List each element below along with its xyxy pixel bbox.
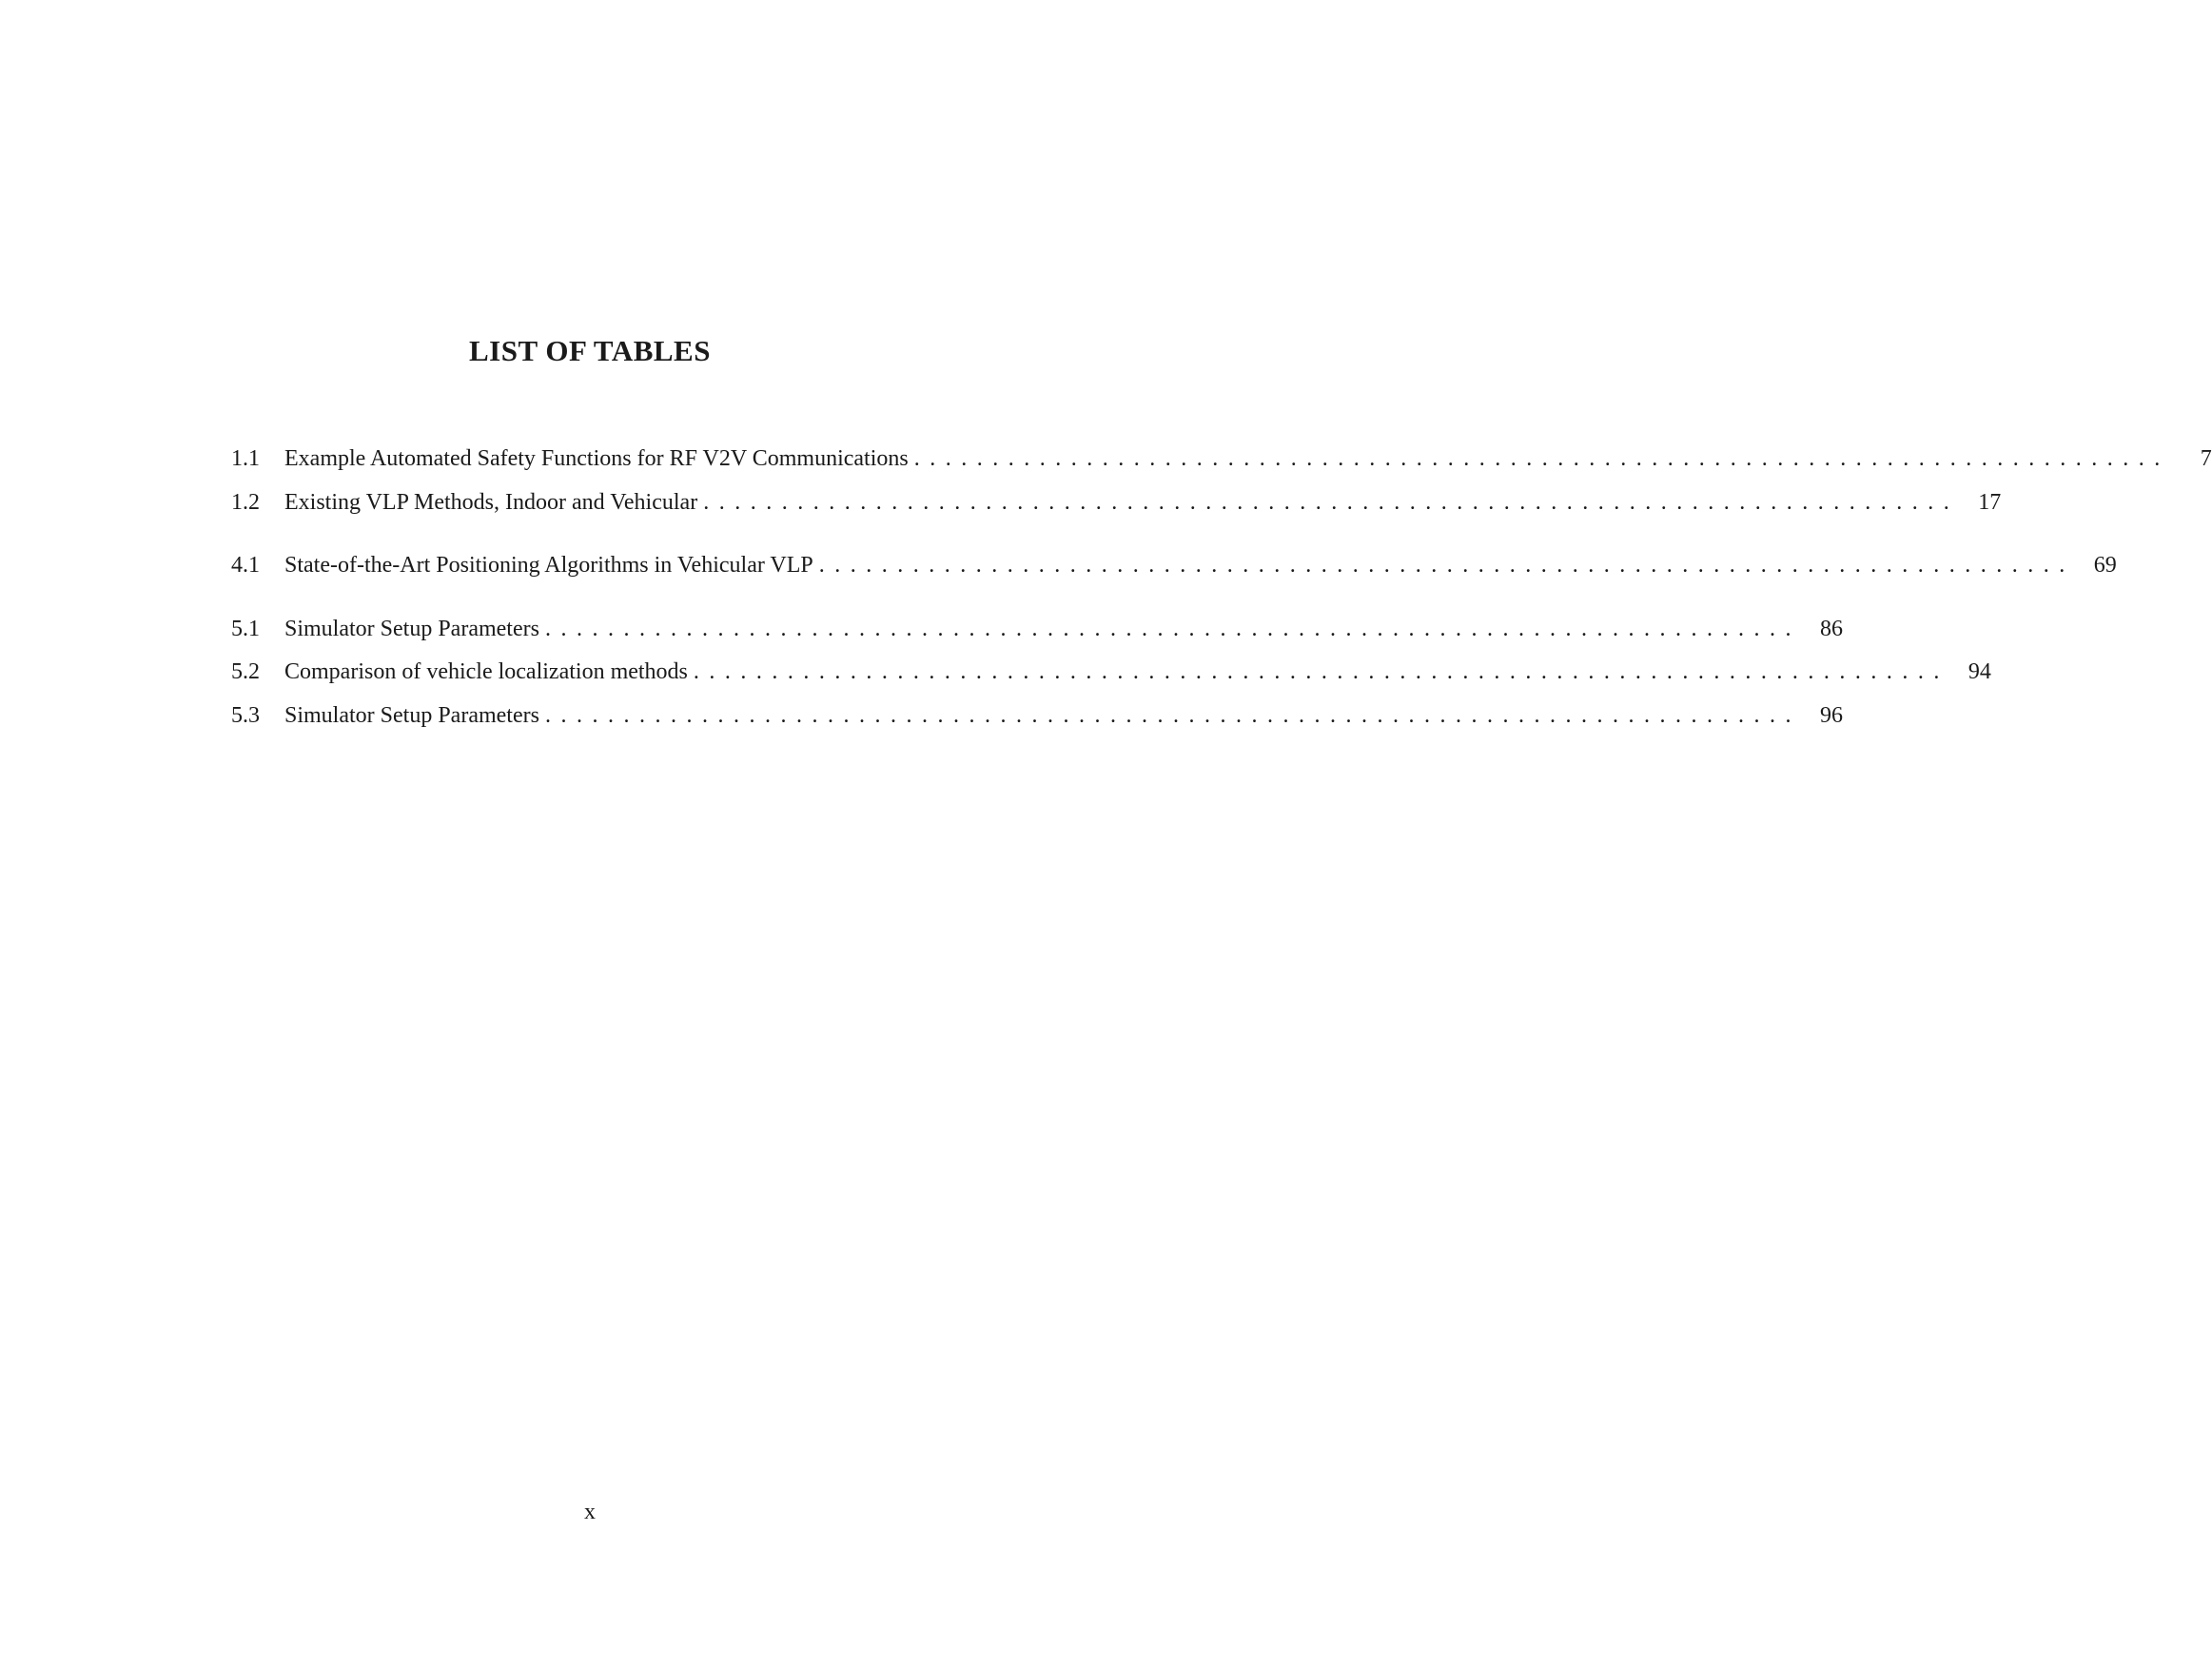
dot-leader: ................................................................................ bbox=[818, 553, 2075, 578]
entry-page-number: 94 bbox=[1967, 659, 1991, 684]
toc-entry-5-1[interactable] bbox=[231, 608, 1843, 652]
entry-title: Comparison of vehicle localization methods bbox=[284, 659, 688, 684]
entry-page-number: 17 bbox=[1978, 489, 2002, 515]
dot-leader: ................................................................................ bbox=[544, 702, 1801, 728]
list-of-tables bbox=[231, 438, 2212, 737]
entry-number: 5.1 bbox=[231, 616, 260, 641]
toc-entry-1-1[interactable] bbox=[231, 438, 2212, 481]
entry-title: Example Automated Safety Functions for RF V2V Communications bbox=[284, 446, 909, 471]
dot-leader: ................................................................................ bbox=[544, 616, 1801, 641]
toc-entry-4-1[interactable] bbox=[231, 544, 2117, 588]
entry-title: Simulator Setup Parameters bbox=[284, 616, 539, 641]
entry-page-number: 96 bbox=[1819, 702, 1843, 728]
entry-page-number: 69 bbox=[2093, 553, 2117, 578]
toc-group-chapter-1 bbox=[231, 438, 2212, 524]
page-title: LIST OF TABLES bbox=[469, 334, 711, 367]
dot-leader: ................................................................................ bbox=[913, 446, 2170, 471]
dot-leader: ................................................................................ bbox=[693, 659, 1949, 684]
toc-entry-5-2[interactable] bbox=[231, 651, 1991, 695]
toc-entry-5-3[interactable] bbox=[231, 695, 1843, 738]
entry-number: 5.3 bbox=[231, 702, 260, 728]
page-number: x bbox=[584, 1500, 596, 1524]
dot-leader: ................................................................................ bbox=[703, 489, 1960, 515]
toc-group-chapter-4 bbox=[231, 544, 2117, 588]
entry-number: 1.2 bbox=[231, 489, 260, 515]
entry-title: State-of-the-Art Positioning Algorithms in Vehicular VLP bbox=[284, 553, 813, 578]
toc-group-chapter-5 bbox=[231, 608, 1991, 738]
entry-number: 1.1 bbox=[231, 446, 260, 471]
entry-title: Simulator Setup Parameters bbox=[284, 702, 539, 728]
entry-title: Existing VLP Methods, Indoor and Vehicular bbox=[284, 489, 698, 515]
entry-page-number: 7 bbox=[2200, 446, 2212, 471]
toc-entry-1-2[interactable] bbox=[231, 481, 2002, 525]
entry-page-number: 86 bbox=[1819, 616, 1843, 641]
entry-number: 4.1 bbox=[231, 553, 260, 578]
entry-number: 5.2 bbox=[231, 659, 260, 684]
